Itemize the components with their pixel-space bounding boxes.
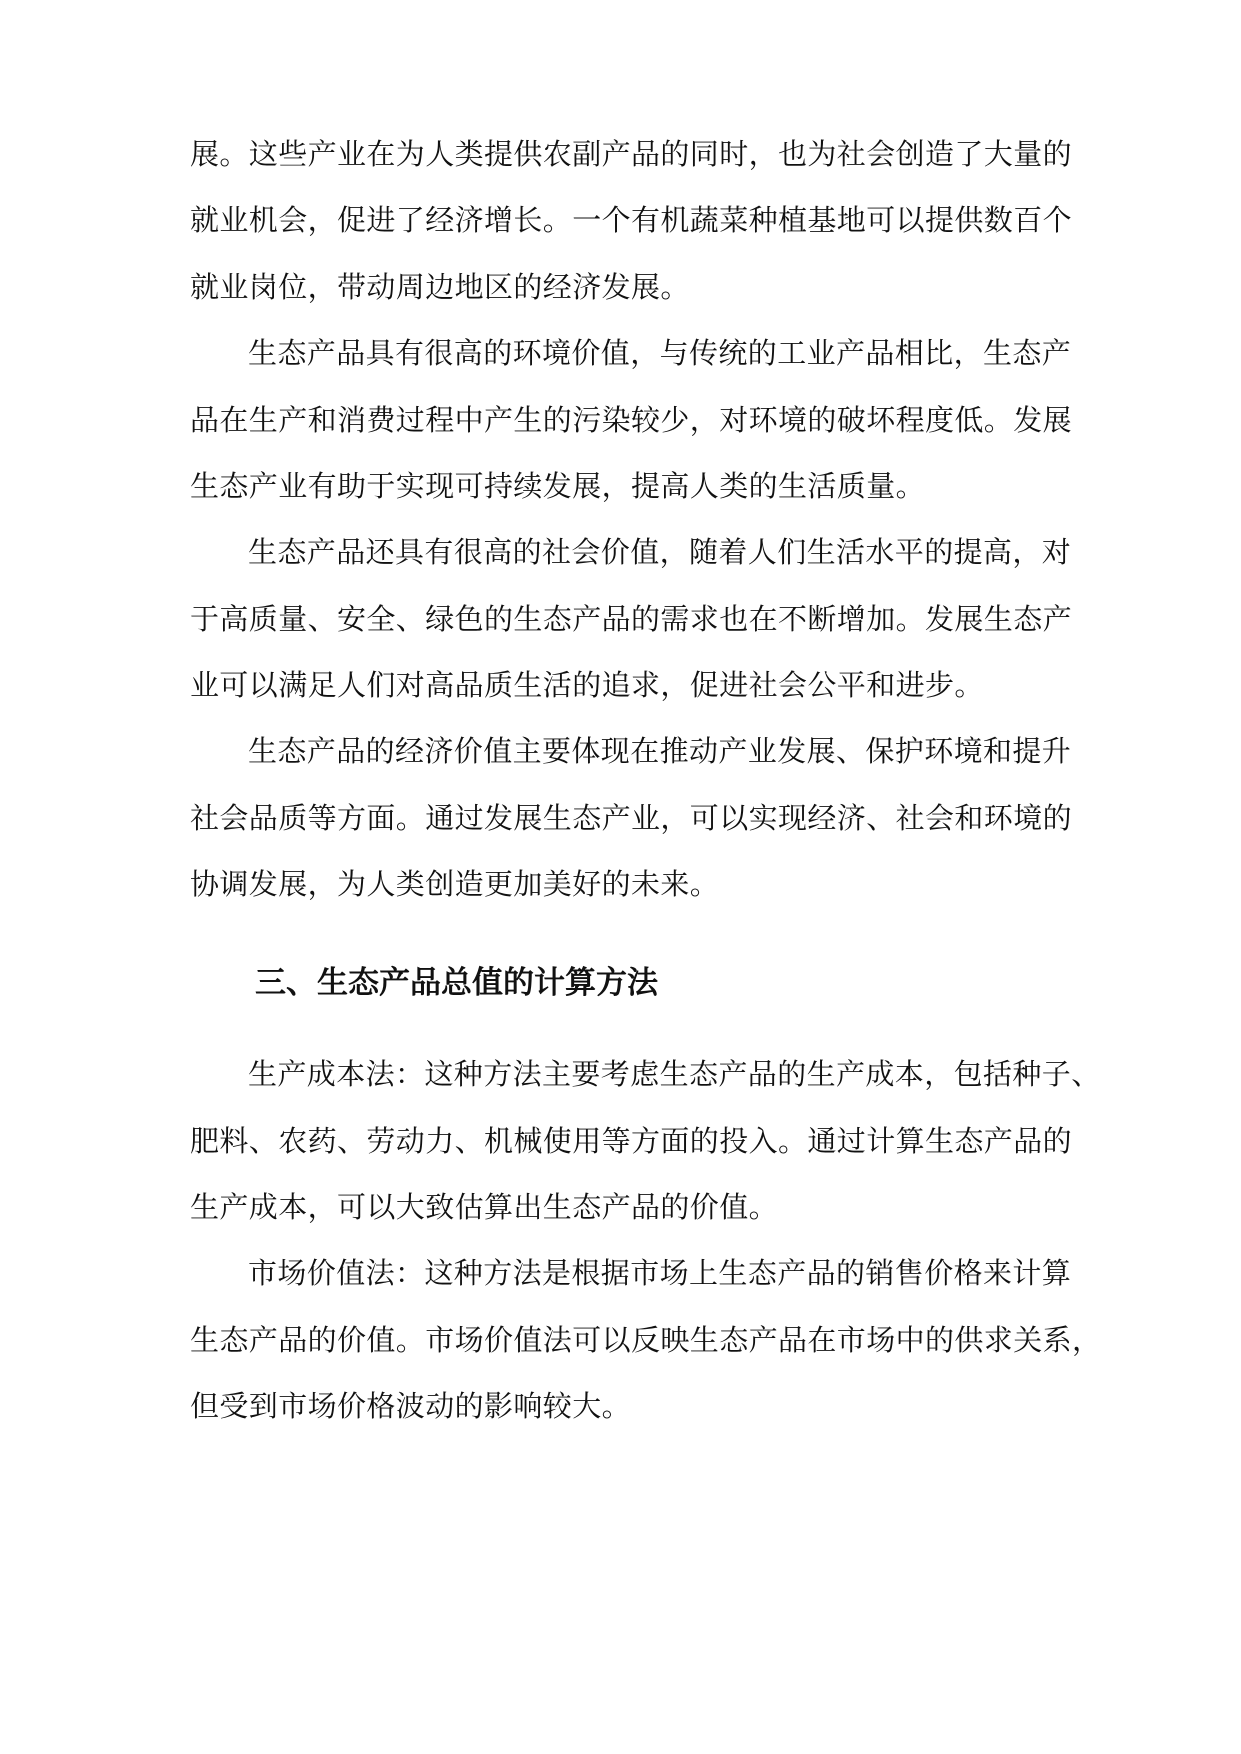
paragraph-3-line-3: 业可以满足人们对高品质生活的追求，促进社会公平和进步。: [190, 668, 984, 702]
section-paragraph-1-line-1: 生产成本法：这种方法主要考虑生态产品的生产成本，包括种子、: [248, 1057, 1101, 1091]
paragraph-1-line-3: 就业岗位，带动周边地区的经济发展。: [190, 270, 690, 304]
section-paragraph-1-line-3: 生产成本，可以大致估算出生态产品的价值。: [190, 1190, 779, 1224]
paragraph-4-line-3: 协调发展，为人类创造更加美好的未来。: [190, 867, 720, 901]
paragraph-1-line-1: 展。这些产业在为人类提供农副产品的同时，也为社会创造了大量的: [190, 137, 1073, 171]
section-paragraph-2-line-3: 但受到市场价格波动的影响较大。: [190, 1389, 632, 1423]
section-paragraph-2-line-1: 市场价值法：这种方法是根据市场上生态产品的销售价格来计算: [248, 1256, 1072, 1290]
paragraph-3-line-2: 于高质量、安全、绿色的生态产品的需求也在不断增加。发展生态产: [190, 602, 1073, 636]
paragraph-2-line-1: 生态产品具有很高的环境价值，与传统的工业产品相比，生态产: [248, 336, 1072, 370]
paragraph-1-line-2: 就业机会，促进了经济增长。一个有机蔬菜种植基地可以提供数百个: [190, 203, 1073, 237]
paragraph-2-line-2: 品在生产和消费过程中产生的污染较少，对环境的破坏程度低。发展: [190, 403, 1073, 437]
paragraph-4-line-2: 社会品质等方面。通过发展生态产业，可以实现经济、社会和环境的: [190, 801, 1073, 835]
paragraph-3-line-1: 生态产品还具有很高的社会价值，随着人们生活水平的提高，对: [248, 535, 1072, 569]
section-paragraph-1-line-2: 肥料、农药、劳动力、机械使用等方面的投入。通过计算生态产品的: [190, 1124, 1073, 1158]
section-heading: 三、生态产品总值的计算方法: [255, 965, 658, 1001]
paragraph-2-line-3: 生态产业有助于实现可持续发展，提高人类的生活质量。: [190, 469, 926, 503]
section-paragraph-2-line-2: 生态产品的价值。市场价值法可以反映生态产品在市场中的供求关系，: [190, 1323, 1102, 1357]
paragraph-4-line-1: 生态产品的经济价值主要体现在推动产业发展、保护环境和提升: [248, 734, 1072, 768]
